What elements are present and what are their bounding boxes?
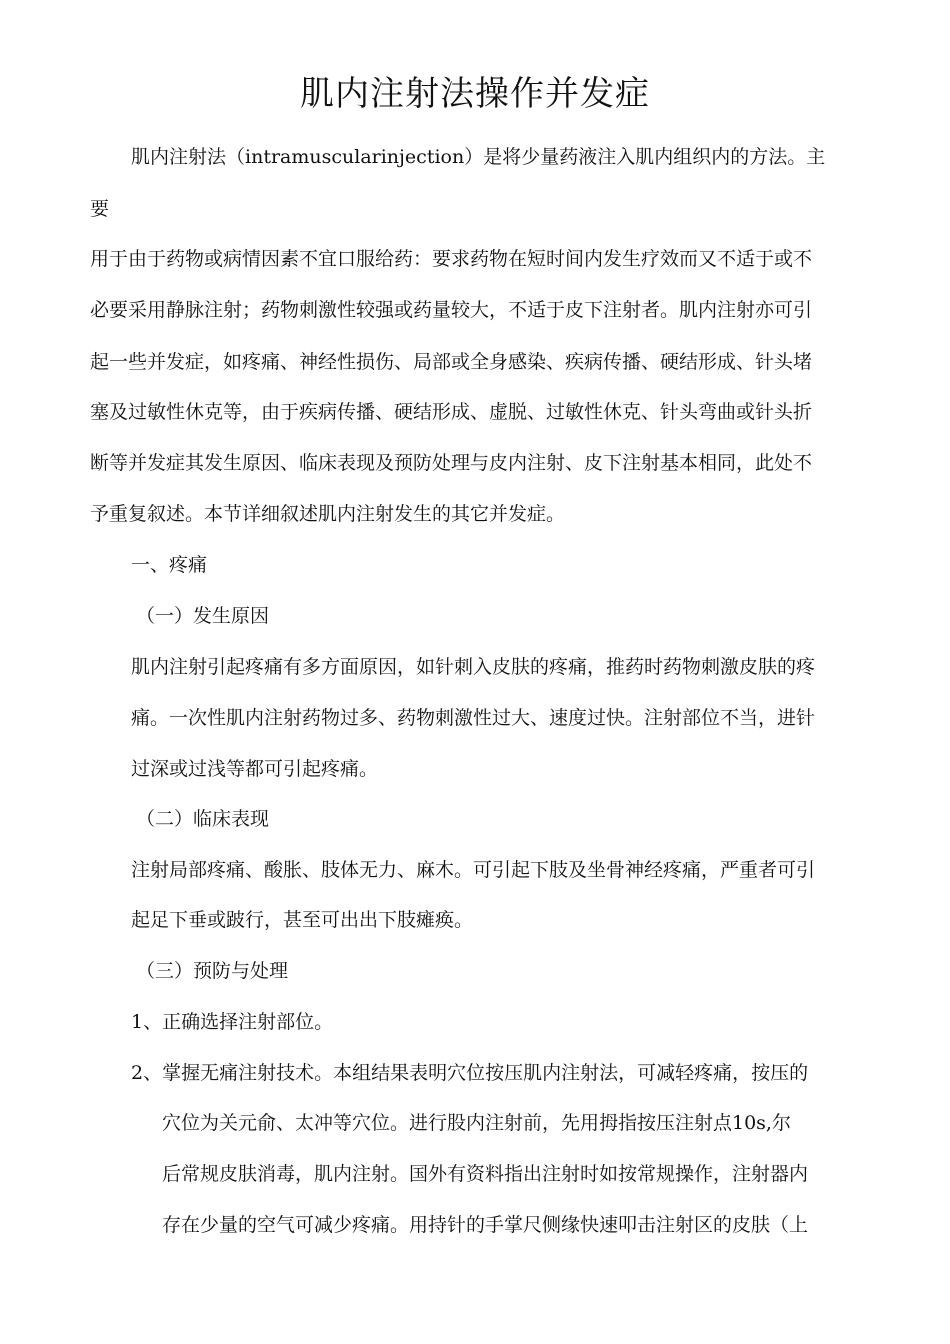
prevention-item-2-line-3: 后常规皮肤消毒，肌内注射。国外有资料指出注射时如按常规操作，注射器内 — [162, 1163, 809, 1185]
causes-line-1: 肌内注射引起疼痛有多方面原因，如针刺入皮肤的疼痛，推药时药物刺激皮肤的疼 — [131, 656, 816, 678]
subheading-clinical: （二）临床表现 — [136, 808, 270, 830]
section-heading-pain: 一、疼痛 — [131, 554, 208, 576]
prevention-item-2-line-1: 2、掌握无痛注射技术。本组结果表明穴位按压肌内注射法，可减轻疼痛，按压的 — [131, 1062, 809, 1084]
subheading-prevention: （三）预防与处理 — [136, 960, 289, 982]
intro-line-4: 必要采用静脉注射；药物刺激性较强或药量较大，不适于皮下注射者。肌内注射亦可引 — [90, 299, 813, 321]
causes-line-2: 痛。一次性肌内注射药物过多、药物刺激性过大、速度过快。注射部位不当，进针 — [131, 707, 816, 729]
clinical-line-1: 注射局部疼痛、酸胀、肢体无力、麻木。可引起下肢及坐骨神经疼痛，严重者可引 — [131, 859, 816, 881]
intro-line-2: 要 — [90, 198, 110, 220]
intro-line-3: 用于由于药物或病情因素不宜口服给药：要求药物在短时间内发生疗效而又不适于或不 — [90, 248, 813, 270]
document-title: 肌内注射法操作并发症 — [300, 74, 650, 114]
intro-line-8: 予重复叙述。本节详细叙述肌内注射发生的其它并发症。 — [90, 503, 566, 525]
intro-line-7: 断等并发症其发生原因、临床表现及预防处理与皮内注射、皮下注射基本相同，此处不 — [90, 452, 813, 474]
prevention-item-2-line-2: 穴位为关元俞、太冲等穴位。进行股内注射前，先用拇指按压注射点10s,尔 — [162, 1112, 791, 1134]
causes-line-3: 过深或过浅等都可引起疼痛。 — [131, 758, 379, 780]
clinical-line-2: 起足下垂或跛行，甚至可出出下肢瘫痪。 — [131, 909, 474, 931]
intro-line-1: 肌内注射法（intramuscularinjection）是将少量药液注入肌内组织内的方法。主 — [131, 146, 826, 168]
intro-line-6: 塞及过敏性休克等，由于疾病传播、硬结形成、虚脱、过敏性休克、针头弯曲或针头折 — [90, 401, 813, 423]
prevention-item-1: 1、正确选择注射部位。 — [131, 1011, 334, 1033]
prevention-item-2-line-4: 存在少量的空气可减少疼痛。用持针的手掌尺侧缘快速叩击注射区的皮肤（上 — [162, 1214, 809, 1236]
subheading-causes: （一）发生原因 — [136, 605, 270, 627]
intro-line-5: 起一些并发症，如疼痛、神经性损伤、局部或全身感染、疾病传播、硬结形成、针头堵 — [90, 351, 813, 373]
